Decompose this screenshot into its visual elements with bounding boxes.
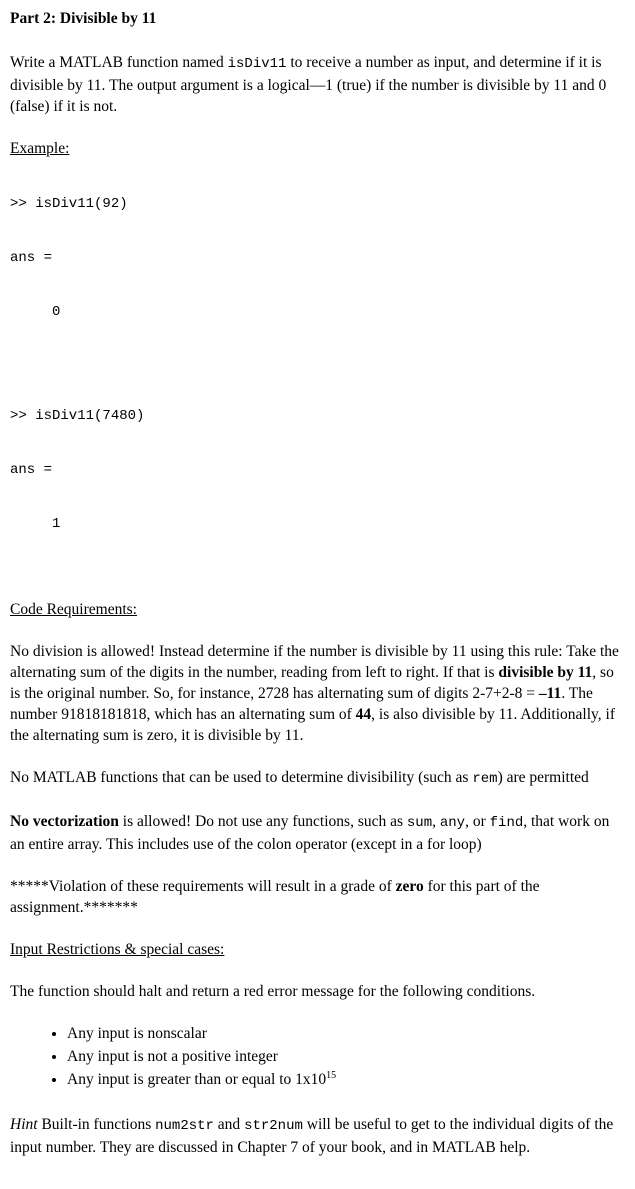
- text-run: . The number 91818181818, which has an alternating sum of: [10, 685, 593, 723]
- text-run: will be useful to get to the individual digits of the input number. They are discussed in Chapter 7 of your book, and in MATLAB help.: [10, 1116, 614, 1156]
- divisibility-rule-paragraph: [10, 641, 625, 746]
- bold-run: No vectorization: [10, 813, 119, 830]
- no-matlab-functions-paragraph: [10, 767, 625, 790]
- inline-code-rem: rem: [472, 771, 498, 787]
- text-run: Any input is greater than or equal to 1x10: [67, 1071, 327, 1088]
- text-run: , that work on an entire array. This includes use of the colon operator (except in a for loop): [10, 813, 610, 853]
- input-restrictions-description: The function should halt and return a red error message for the following conditions.: [10, 983, 536, 1000]
- intro-paragraph: [10, 52, 625, 117]
- inline-code-isdiv11: isDiv11: [227, 56, 287, 72]
- inline-code-str2num: str2num: [244, 1118, 303, 1134]
- example-code-block-2: [10, 371, 625, 569]
- inline-code-sum: sum: [406, 815, 433, 831]
- text-run: ) are permitted: [497, 769, 589, 786]
- bold-run: –11: [538, 685, 562, 702]
- text-run: ,: [432, 813, 440, 830]
- text-run: No division is allowed! Instead determine if the number is divisible by 11 using this rule: Take the alternating sum of the digits in the number, reading from left to right. If that is: [10, 643, 619, 681]
- hint-paragraph: [10, 1114, 625, 1158]
- list-item: [67, 1069, 625, 1091]
- page-title: Part 2: Divisible by 11: [10, 10, 157, 27]
- inline-code-num2str: num2str: [155, 1118, 214, 1134]
- text-run: to receive a number as input, and determine if it is divisible by 11. The output argument is a logical—1 (true) if the number is divisible by 11 and 0 (false) if it is not.: [10, 54, 607, 115]
- code-line: ans =: [10, 250, 53, 266]
- example-code-block-1: [10, 159, 625, 357]
- inline-code-any: any: [439, 815, 466, 831]
- no-vectorization-paragraph: [10, 811, 625, 855]
- text-run: Built-in functions: [37, 1116, 156, 1133]
- text-run: Any input is nonscalar: [67, 1025, 207, 1042]
- code-line: 1: [10, 516, 61, 532]
- text-run: , is also divisible by 11. Additionally, if the alternating sum is zero, it is divisible by 11.: [10, 706, 616, 744]
- list-item: [67, 1023, 625, 1045]
- text-run: for this part of the assignment.*******: [10, 878, 540, 916]
- text-run: No MATLAB functions that can be used to determine divisibility (such as: [10, 769, 473, 786]
- text-run: and: [213, 1116, 245, 1133]
- code-line: >> isDiv11(7480): [10, 408, 145, 424]
- list-item: [67, 1046, 625, 1068]
- inline-code-find: find: [489, 815, 524, 831]
- code-line: >> isDiv11(92): [10, 196, 128, 212]
- text-run: Write a MATLAB function named: [10, 54, 228, 71]
- underlined-heading-text: Input Restrictions & special cases:: [10, 941, 225, 958]
- bold-run: zero: [395, 878, 424, 895]
- bold-run: 44: [355, 706, 372, 723]
- text-run: , so is the original number. So, for instance, 2728 has alternating sum of digits 2-7+2-8 =: [10, 664, 614, 702]
- code-requirements-heading: [10, 599, 625, 620]
- text-run: Any input is not a positive integer: [67, 1048, 278, 1065]
- code-line: ans =: [10, 462, 53, 478]
- input-restrictions-heading: [10, 939, 625, 960]
- input-restrictions-list: [10, 1023, 625, 1091]
- code-line: 0: [10, 304, 61, 320]
- bold-run: divisible by 11: [498, 664, 593, 681]
- underlined-heading-text: Example:: [10, 140, 70, 157]
- example-heading: [10, 138, 625, 159]
- superscript-run: 15: [326, 1069, 337, 1081]
- underlined-heading-text: Code Requirements:: [10, 601, 137, 618]
- text-run: is allowed! Do not use any functions, such as: [118, 813, 407, 830]
- italic-run: Hint: [10, 1116, 38, 1133]
- text-run: , or: [465, 813, 490, 830]
- text-run: *****Violation of these requirements will result in a grade of: [10, 878, 396, 895]
- violation-warning-paragraph: [10, 876, 625, 918]
